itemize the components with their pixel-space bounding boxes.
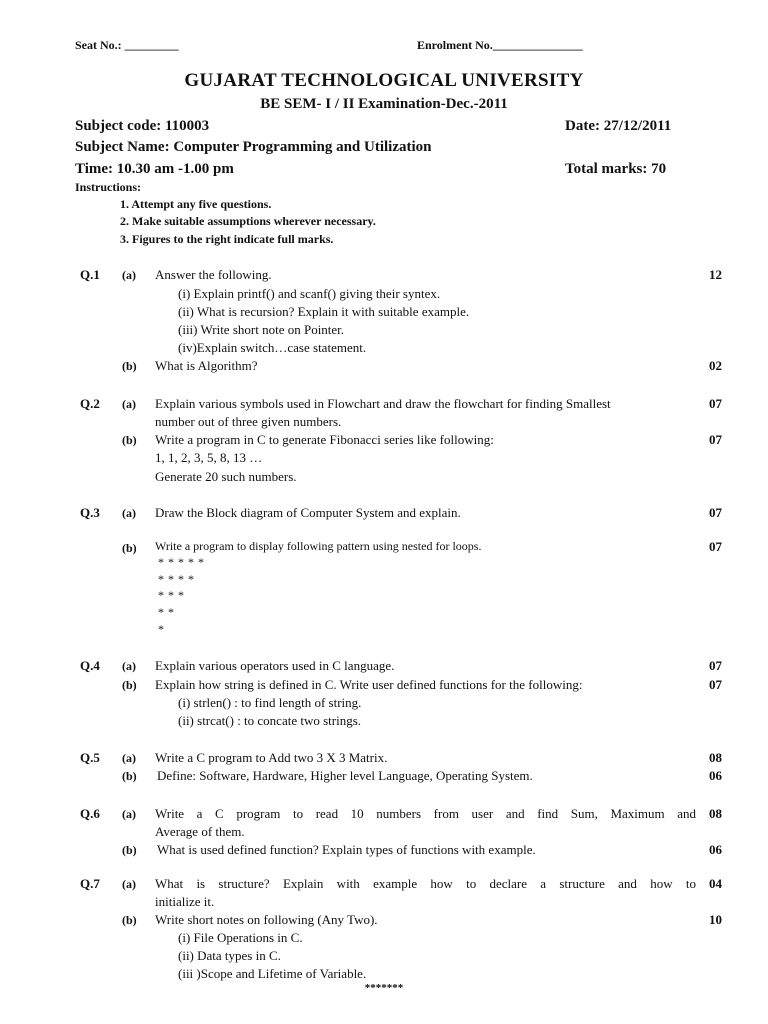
question-number: Q.7 [80,876,100,891]
part-label: (a) [122,659,136,673]
marks: 07 [709,539,722,554]
sub-question: (i) strlen() : to find length of string. [178,695,362,710]
marks: 04 [709,876,722,891]
exam-date: Date: 27/12/2011 [565,118,672,134]
part-label: (b) [122,843,137,857]
question-text: Write a C program to Add two 3 X 3 Matrix. [155,750,388,765]
question-text: Average of them. [155,824,245,839]
question-text: Define: Software, Hardware, Higher level Language, Operating System. [157,768,533,783]
question-text: Write short notes on following (Any Two). [155,912,378,927]
seat-number-label: Seat No.: _________ [75,38,179,52]
question-number: Q.3 [80,505,100,520]
question-text: initialize it. [155,894,215,909]
question-text: What is structure? Explain with example how to declare a structure and how to [155,876,696,891]
sub-question: (ii) strcat() : to concate two strings. [178,713,362,728]
total-marks: Total marks: 70 [565,161,667,177]
instruction-item: 1. Attempt any five questions. [120,197,272,211]
pattern-row: * * [158,605,175,619]
marks: 06 [709,842,722,857]
question-text: Write a C program to read 10 numbers from user and find Sum, Maximum and [155,806,696,821]
question-text: Answer the following. [155,267,272,282]
marks: 08 [709,806,722,821]
subject-code: Subject code: 110003 [75,118,210,134]
part-label: (a) [122,268,136,282]
sub-question: (i) File Operations in C. [178,930,303,945]
instruction-item: 2. Make suitable assumptions wherever necessary. [120,214,376,228]
marks: 02 [709,358,722,373]
part-label: (a) [122,807,136,821]
marks: 06 [709,768,722,783]
question-text: Write a program to display following pattern using nested for loops. [155,539,482,553]
sub-question: (iii) Write short note on Pointer. [178,322,345,337]
sub-question: (iv)Explain switch…case statement. [178,340,367,355]
end-of-paper-mark: ******* [364,982,404,994]
part-label: (b) [122,769,137,783]
marks: 07 [709,505,722,520]
marks: 07 [709,396,722,411]
question-number: Q.2 [80,396,100,411]
instruction-item: 3. Figures to the right indicate full marks. [120,232,334,246]
instructions-heading: Instructions: [75,180,142,194]
part-label: (b) [122,433,137,447]
question-text: Generate 20 such numbers. [155,469,297,484]
question-text: 1, 1, 2, 3, 5, 8, 13 … [155,450,263,465]
university-title: GUJARAT TECHNOLOGICAL UNIVERSITY [184,70,584,91]
question-number: Q.1 [80,267,100,282]
question-text: What is used defined function? Explain types of functions with example. [157,842,536,857]
marks: 12 [709,267,722,282]
question-number: Q.5 [80,750,100,765]
question-text: number out of three given numbers. [155,414,342,429]
question-number: Q.4 [80,658,100,673]
pattern-row: * * * * [158,572,195,586]
part-label: (b) [122,541,137,555]
marks: 07 [709,432,722,447]
marks: 10 [709,912,722,927]
pattern-row: * * * [158,588,185,602]
sub-question: (ii) What is recursion? Explain it with suitable example. [178,304,470,319]
question-text: Explain various operators used in C language. [155,658,395,673]
marks: 08 [709,750,722,765]
sub-question: (ii) Data types in C. [178,948,281,963]
subject-name: Subject Name: Computer Programming and Utilization [75,139,432,155]
question-text: Write a program in C to generate Fibonacci series like following: [155,432,494,447]
sub-question: (iii )Scope and Lifetime of Variable. [178,966,367,981]
part-label: (a) [122,397,136,411]
part-label: (a) [122,751,136,765]
marks: 07 [709,658,722,673]
part-label: (b) [122,359,137,373]
pattern-row: * * * * * [158,555,205,569]
question-text: Explain how string is defined in C. Write user defined functions for the following: [155,677,583,692]
question-text: Draw the Block diagram of Computer System and explain. [155,505,461,520]
part-label: (b) [122,678,137,692]
question-text: What is Algorithm? [155,358,258,373]
part-label: (a) [122,877,136,891]
marks: 07 [709,677,722,692]
part-label: (b) [122,913,137,927]
question-text: Explain various symbols used in Flowchart and draw the flowchart for finding Smallest [155,396,611,411]
exam-title: BE SEM- I / II Examination-Dec.-2011 [260,96,508,112]
part-label: (a) [122,506,136,520]
pattern-row: * [158,622,165,636]
question-number: Q.6 [80,806,100,821]
exam-time: Time: 10.30 am -1.00 pm [75,161,234,177]
sub-question: (i) Explain printf() and scanf() giving their syntex. [178,286,441,301]
enrolment-number-label: Enrolment No._______________ [417,38,583,52]
